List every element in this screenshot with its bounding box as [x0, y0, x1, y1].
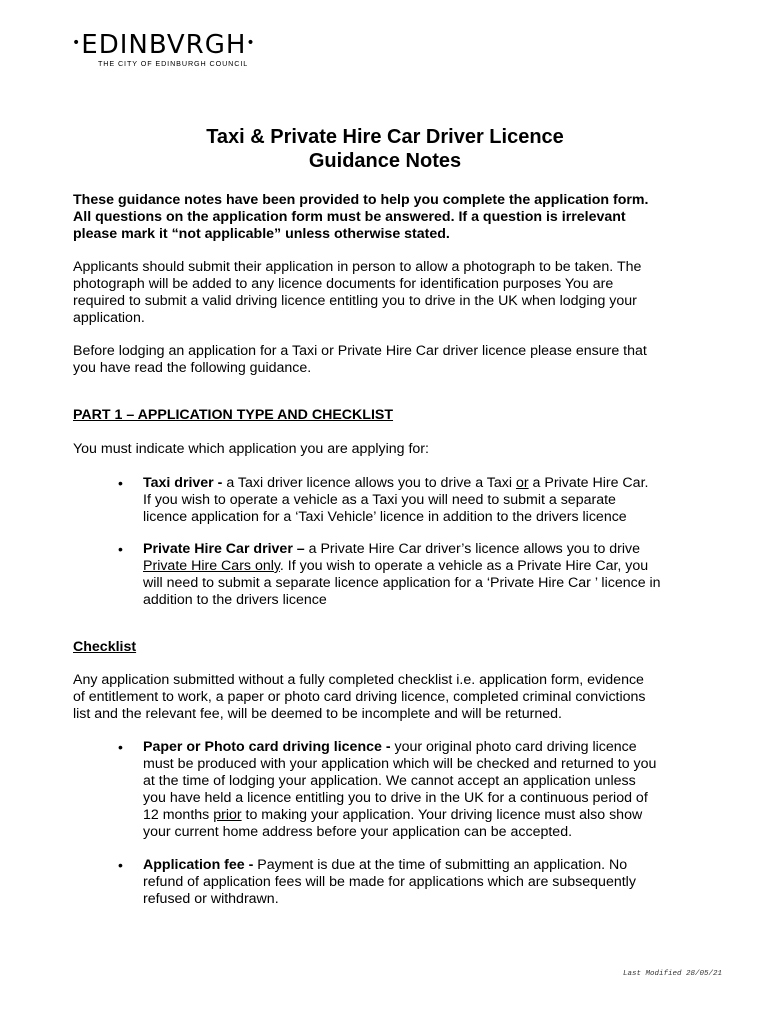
checklist-heading: Checklist [73, 639, 137, 655]
licence-line-1 [143, 739, 637, 756]
checklist-para-line-3: list and the relevant fee, will be deemed to be incomplete and will be returned. [73, 706, 562, 722]
intro-line-2: All questions on the application form must be answered. If a question is irrelevant [73, 209, 626, 225]
fee-line-1 [143, 857, 627, 874]
licence-line-2: must be produced with your application which will be checked and returned to you [143, 756, 657, 772]
licence-line5-b: to making your application. Your driving licence must also show [241, 807, 643, 823]
para2-line-1: Before lodging an application for a Taxi or Private Hire Car driver licence please ensure that [73, 343, 647, 359]
phc-line-2 [143, 558, 648, 575]
logo-subtitle: THE CITY OF EDINBURGH COUNCIL [98, 59, 249, 68]
logo-main-text: EDINBVRGH [81, 30, 247, 60]
taxi-line1-a: a Taxi driver licence allows you to drive a Taxi [222, 475, 516, 491]
taxi-line1-or: or [515, 475, 529, 491]
taxi-line-2: If you wish to operate a vehicle as a Taxi you will need to submit a separate [143, 492, 616, 508]
taxi-label: Taxi driver - [143, 475, 223, 491]
phc-line2-text: . If you wish to operate a vehicle as a Private Hire Car, you [279, 558, 649, 574]
document-title-line1: Taxi & Private Hire Car Driver Licence [206, 126, 564, 148]
fee-line-3: refused or withdrawn. [143, 891, 279, 907]
licence-line1-text: your original photo card driving licence [390, 739, 637, 755]
part1-heading: PART 1 – APPLICATION TYPE AND CHECKLIST [73, 407, 394, 423]
taxi-line-1 [143, 475, 648, 492]
logo-dot-left: • [72, 34, 82, 51]
licence-label: Paper or Photo card driving licence - [143, 739, 391, 755]
bullet-fee: • [118, 857, 123, 873]
bullet-phc: • [118, 541, 123, 557]
taxi-line-3: licence application for a ‘Taxi Vehicle’ licence in addition to the drivers licence [143, 509, 627, 525]
para1-line-2: photograph will be added to any licence documents for identification purposes You are [73, 276, 614, 292]
para1-line-1: Applicants should submit their application in person to allow a photograph to be taken. The [73, 259, 642, 275]
checklist-para-line-2: of entitlement to work, a paper or photo card driving licence, completed criminal convictions [73, 689, 646, 705]
licence-line5-a: 12 months [143, 807, 214, 823]
last-modified-footer: Last Modified 28/05/21 [622, 970, 722, 978]
phc-line2-underlined: Private Hire Cars only [143, 558, 280, 574]
logo-dot-right: • [246, 34, 256, 51]
bullet-licence: • [118, 739, 123, 755]
logo-wordmark [72, 30, 256, 61]
edinburgh-council-logo [72, 30, 287, 70]
part1-intro: You must indicate which application you are applying for: [73, 441, 429, 457]
fee-label: Application fee - [143, 857, 254, 873]
licence-line-3: at the time of lodging your application. We cannot accept an application unless [143, 773, 636, 789]
fee-line-2: refund of application fees will be made for applications which are subsequently [143, 874, 636, 890]
phc-line1-text: a Private Hire Car driver’s licence allows you to drive [304, 541, 641, 557]
checklist-para-line-1: Any application submitted without a fully completed checklist i.e. application form, evidence [73, 672, 644, 688]
licence-line-5 [143, 807, 642, 824]
phc-label: Private Hire Car driver – [143, 541, 305, 557]
intro-line-3: please mark it “not applicable” unless otherwise stated. [73, 226, 450, 242]
licence-line-6: your current home address before your application can be accepted. [143, 824, 573, 840]
para1-line-4: application. [73, 310, 145, 326]
phc-line-1 [143, 541, 640, 558]
bullet-taxi: • [118, 475, 123, 491]
phc-line-3: will need to submit a separate licence application for a ‘Private Hire Car ’ licence in [143, 575, 661, 591]
taxi-line1-b: a Private Hire Car. [528, 475, 649, 491]
para1-line-3: required to submit a valid driving licence entitling you to drive in the UK when lodging your [73, 293, 637, 309]
intro-line-1: These guidance notes have been provided to help you complete the application form. [73, 192, 649, 208]
para2-line-2: you have read the following guidance. [73, 360, 312, 376]
document-title-line2: Guidance Notes [308, 150, 462, 172]
fee-line1-text: Payment is due at the time of submitting an application. No [253, 857, 628, 873]
licence-line5-prior: prior [213, 807, 242, 823]
phc-line-4: addition to the drivers licence [143, 592, 327, 608]
licence-line-4: you have held a licence entitling you to drive in the UK for a continuous period of [143, 790, 648, 806]
